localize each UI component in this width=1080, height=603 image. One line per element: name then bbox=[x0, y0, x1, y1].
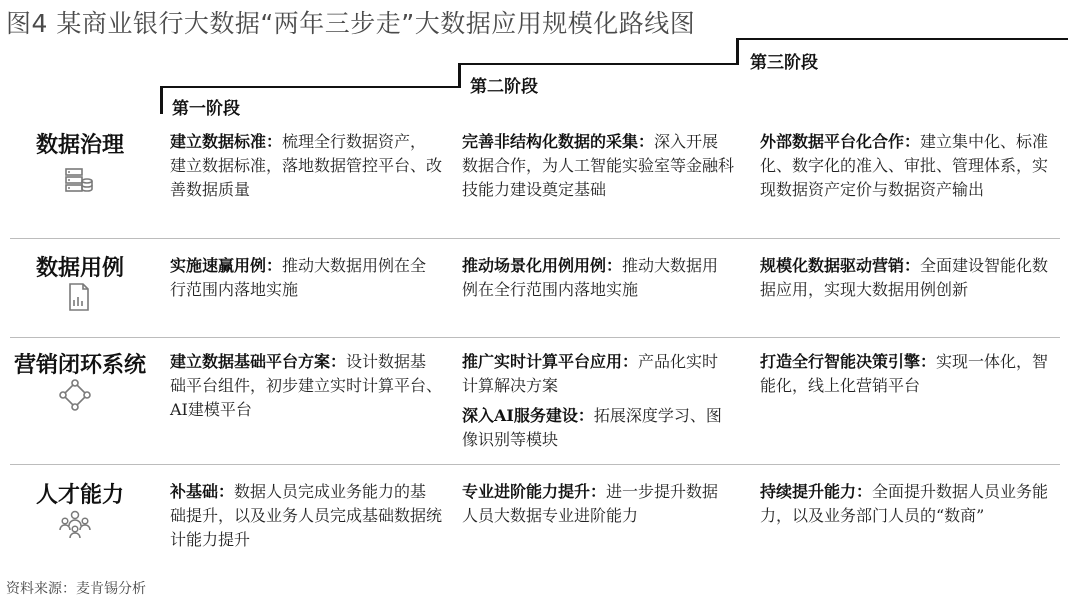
phase-step-line bbox=[160, 86, 163, 114]
cell-governance-phase1: 建立数据标准：梳理全行数据资产，建立数据标准，落地数据管控平台、改善数据质量 bbox=[170, 132, 443, 199]
phase-step-line bbox=[458, 63, 738, 65]
phase-2-label: 第二阶段 bbox=[470, 77, 538, 97]
cell-governance-phase3: 外部数据平台化合作：建立集中化、标准化、数字化的准入、审批、管理体系，实现数据资产定价与数据资产输出 bbox=[760, 132, 1049, 199]
source-note: 资料来源：麦肯锡分析 bbox=[6, 581, 146, 597]
cell-marketing-phase2-item2: 深入AI服务建设：拓展深度学习、图像识别等模块 bbox=[462, 406, 722, 449]
row-label-talent: 人才能力 bbox=[35, 482, 124, 508]
phase-step-line bbox=[160, 86, 460, 88]
loop-network-icon bbox=[58, 378, 92, 412]
cell-talent-phase3: 持续提升能力：全面提升数据人员业务能力，以及业务部门人员的“数商” bbox=[760, 482, 1049, 525]
row-divider bbox=[10, 337, 1060, 338]
cell-marketing-phase1: 建立数据基础平台方案：设计数据基础平台组件，初步建立实时计算平台、AI建模平台 bbox=[170, 352, 443, 419]
row-divider bbox=[10, 238, 1060, 239]
cell-usecase-phase1: 实施速赢用例：推动大数据用例在全行范围内落地实施 bbox=[170, 256, 427, 299]
report-chart-icon bbox=[64, 282, 94, 312]
phase-step-line bbox=[736, 38, 1068, 40]
row-label-data-governance: 数据治理 bbox=[35, 132, 124, 158]
cell-marketing-phase3: 打造全行智能决策引擎：实现一体化，智能化，线上化营销平台 bbox=[760, 352, 1049, 395]
cell-usecase-phase3: 规模化数据驱动营销：全面建设智能化数据应用，实现大数据用例创新 bbox=[760, 256, 1049, 299]
team-people-icon bbox=[58, 506, 92, 540]
cell-usecase-phase2: 推动场景化用例用例：推动大数据用例在全行范围内落地实施 bbox=[462, 256, 719, 299]
row-label-data-use-cases: 数据用例 bbox=[35, 255, 124, 281]
phase-1-label: 第一阶段 bbox=[172, 99, 240, 119]
cell-marketing-phase2-item1: 推广实时计算平台应用：产品化实时计算解决方案 bbox=[462, 352, 719, 395]
cell-governance-phase2: 完善非结构化数据的采集：深入开展数据合作，为人工智能实验室等金融科技能力建设奠定基础 bbox=[462, 132, 735, 199]
phase-3-label: 第三阶段 bbox=[750, 53, 818, 73]
row-label-marketing-loop: 营销闭环系统 bbox=[13, 352, 146, 378]
cell-talent-phase1: 补基础：数据人员完成业务能力的基础提升，以及业务人员完成基础数据统计能力提升 bbox=[170, 482, 443, 549]
database-server-icon bbox=[64, 166, 94, 196]
row-divider bbox=[10, 464, 1060, 465]
cell-marketing-phase2 bbox=[462, 350, 734, 452]
phase-step-line bbox=[736, 38, 739, 65]
cell-talent-phase2: 专业进阶能力提升：进一步提升数据人员大数据专业进阶能力 bbox=[462, 482, 719, 525]
phase-step-line bbox=[458, 63, 461, 88]
figure-title: 图4 某商业银行大数据“两年三步走”大数据应用规模化路线图 bbox=[6, 9, 696, 38]
